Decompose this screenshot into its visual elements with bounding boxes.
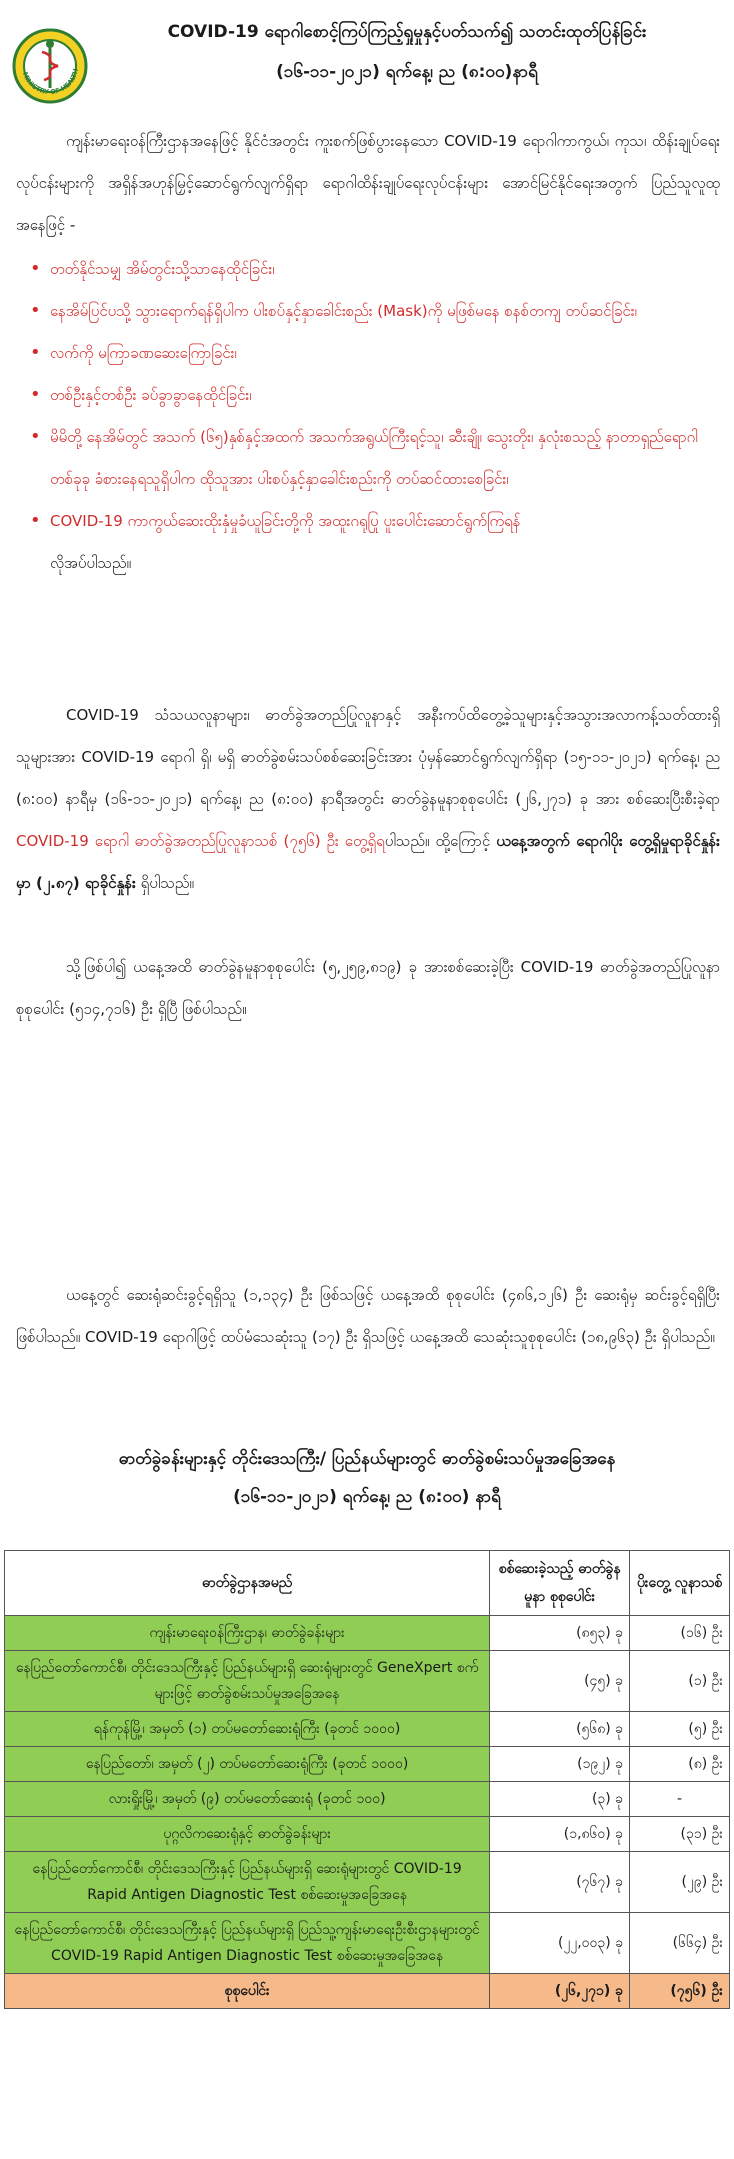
announcement-header (90, 12, 724, 92)
table-title-date: (၁၆-၁၁-၂၀၂၁) ရက်နေ့၊ ည (၈:၀၀) နာရီ (233, 1487, 501, 1507)
discharge-deaths-paragraph: ယနေ့တွင် ဆေးရုံဆင်းခွင့်ရရှိသူ (၁,၁၃၄) ဦး ဖြစ်သဖြင့် ယနေ့အထိ စုစုပေါင်း (၄၈၆,၁၂၆) ဦး ဆေးရုံမှ ဆင်းခွင့်ရရှိပြီး ဖြစ်ပါသည်။ COVID-19 ရောဂါဖြင့် ထပ်မံသေဆုံးသူ (၁၇) ဦး ရှိသဖြင့် ယနေ့အထိ သေဆုံးသူစုစုပေါင်း (၁၈,၉၆၃) ဦး ရှိပါသည်။ (16, 1286, 720, 1346)
announcement-title: COVID-19 ရောဂါစောင့်ကြပ်ကြည့်ရှုမှုနှင့်ပတ်သက်၍ သတင်းထုတ်ပြန်ခြင်း (167, 22, 647, 42)
cumulative-paragraph: သို့ဖြစ်ပါ၍ ယနေ့အထိ ဓာတ်ခွဲနမူနာစုစုပေါင်း (၅,၂၅၉,၈၁၉) ခု အားစစ်ဆေးခဲ့ပြီး COVID-19 ဓာတ်ခွဲအတည်ပြုလူနာ စုစုပေါင်း (၅၁၄,၇၁၆) ဦး ရှိပြီ ဖြစ်ပါသည်။ (16, 958, 720, 1018)
lab-name-cell: ကျန်းမာရေးဝန်ကြီးဌာန၊ ဓာတ်ခွဲခန်းများ (5, 1616, 490, 1651)
lab-testing-table (4, 1550, 730, 2009)
total-cases-cell: (၇၅၆) ဦး (630, 1974, 730, 2009)
intro-paragraph: ကျန်းမာရေးဝန်ကြီးဌာနအနေဖြင့် နိုင်ငံအတွင်း ကူးစက်ဖြစ်ပွားနေသော COVID-19 ရောဂါကာကွယ်၊ ကုသ၊ ထိန်းချုပ်ရေးလုပ်ငန်းများကို အရှိန်အဟုန်မြှင့်ဆောင်ရွက်လျက်ရှိရာ ရောဂါထိန်းချုပ်ရေးလုပ်ငန်းများ အောင်မြင်နိုင်ရေးအတွက် ပြည်သူလူထုအနေဖြင့် - (16, 132, 720, 234)
table-row (5, 1747, 730, 1782)
svg-text:MINISTRY OF HEALTH: MINISTRY OF HEALTH (20, 67, 80, 97)
announcement-date: (၁၆-၁၁-၂၀၂၁) ရက်နေ့၊ ည (၈:၀၀)နာရီ (276, 62, 538, 82)
samples-cell: (၈၅၃) ခု (490, 1616, 630, 1651)
cases-cell: (၆၆၄) ဦး (630, 1913, 730, 1974)
lab-name-cell: လားရှိုးမြို့၊ အမှတ် (၉) တပ်မတော်ဆေးရုံ (ခုတင် ၁၀၀) (5, 1782, 490, 1817)
lab-name-cell: နေပြည်တော်ကောင်စီ၊ တိုင်းဒေသကြီးနှင့် ပြည်နယ်များရှိ ဆေးရုံများတွင် GeneXpert စက်များဖြင့် ဓာတ်ခွဲစမ်းသပ်မှုအခြေအနေ (5, 1651, 490, 1712)
testing-text-2: ပါသည်။ ထို့ကြောင့် (384, 832, 497, 850)
samples-cell: (၁၉၂) ခု (490, 1747, 630, 1782)
testing-text-1: COVID-19 သံသယလူနာများ၊ ဓာတ်ခွဲအတည်ပြုလူနာနှင့် အနီးကပ်ထိတွေ့ခဲ့သူများနှင့်အသွားအလာကန့်သတ်ထားရှိသူများအား COVID-19 ရောဂါ ရှိ၊ မရှိ ဓာတ်ခွဲစမ်းသပ်စစ်ဆေးခြင်းအား ပုံမှန်ဆောင်ရွက်လျက်ရှိရာ (၁၅-၁၁-၂၀၂၁) ရက်နေ့၊ ည (၈:၀၀) နာရီမှ (၁၆-၁၁-၂၀၂၁) ရက်နေ့၊ ည (၈:၀၀) နာရီအတွင်း ဓာတ်ခွဲနမူနာစုစုပေါင်း (၂၆,၂၇၁) ခု အား စစ်ဆေးပြီးစီးခဲ့ရာ (16, 706, 720, 808)
column-header-samples: စစ်ဆေးခဲ့သည့် ဓာတ်ခွဲနမူနာ စုစုပေါင်း (490, 1551, 630, 1616)
samples-cell: (၂၂,၀၀၃) ခု (490, 1913, 630, 1974)
total-label-cell: စုစုပေါင်း (5, 1974, 490, 2009)
table-row (5, 1913, 730, 1974)
column-header-lab: ဓာတ်ခွဲဌာနအမည် (5, 1551, 490, 1616)
precaution-item: • မိမိတို့ နေအိမ်တွင် အသက် (၆၅)နှစ်နှင့်အထက် အသက်အရွယ်ကြီးရင့်သူ၊ ဆီးချို၊ သွေးတိုး၊ နှလုံးစသည့် နာတာရှည်ရောဂါတစ်ခုခု ခံစားနေရသူရှိပါက ထိုသူအား ပါးစပ်နှင့်နှာခေါင်းစည်းကို တပ်ဆင်ထားစေခြင်း၊ (30, 416, 720, 500)
column-header-cases: ပိုးတွေ့ လူနာသစ် (630, 1551, 730, 1616)
lab-name-cell: ရန်ကုန်မြို့၊ အမှတ် (၁) တပ်မတော်ဆေးရုံကြီး (ခုတင် ၁၀၀၀) (5, 1712, 490, 1747)
table-row (5, 1817, 730, 1852)
precaution-item: • တစ်ဦးနှင့်တစ်ဦး ခပ်ခွာခွာနေထိုင်ခြင်း၊ (30, 374, 720, 416)
cases-cell: (၃၁) ဦး (630, 1817, 730, 1852)
table-title (40, 1440, 694, 1516)
precaution-list (30, 248, 720, 584)
table-row (5, 1651, 730, 1712)
cases-cell: (၅) ဦး (630, 1712, 730, 1747)
precaution-item-text: COVID-19 ကာကွယ်ဆေးထိုးနှံမှုခံယူခြင်းတို့ကို အထူးဂရုပြု ပူးပေါင်းဆောင်ရွက်ကြရန် (50, 512, 521, 530)
precaution-list-tail: လိုအပ်ပါသည်။ (50, 554, 132, 572)
ministry-logo (12, 28, 88, 104)
lab-name-cell: နေပြည်တော်ကောင်စီ၊ တိုင်းဒေသကြီးနှင့် ပြည်နယ်များရှိ ပြည်သူ့ကျန်းမာရေးဦးစီးဌာနများတွင် COVID-19 Rapid Antigen Diagnostic Test စစ်ဆေးမှုအခြေအနေ (5, 1913, 490, 1974)
precaution-item: • လက်ကို မကြာခဏဆေးကြောခြင်း၊ (30, 332, 720, 374)
cases-cell: (၁၆) ဦး (630, 1616, 730, 1651)
positivity-rate-highlight: ယနေ့အတွက် ရောဂါပိုး တွေ့ရှိမှုရာခိုင်နှုန်းမှာ (၂.၈၇) ရာခိုင်နှုန်း (16, 832, 720, 892)
precaution-item: • တတ်နိုင်သမျှ အိမ်တွင်းသို့သာနေထိုင်ခြင်း၊ (30, 248, 720, 290)
lab-name-cell: နေပြည်တော်၊ အမှတ် (၂) တပ်မတော်ဆေးရုံကြီး (ခုတင် ၁၀၀၀) (5, 1747, 490, 1782)
table-row (5, 1712, 730, 1747)
lab-name-cell: ပုဂ္ဂလိကဆေးရုံနှင့် ဓာတ်ခွဲခန်းများ (5, 1817, 490, 1852)
table-row (5, 1616, 730, 1651)
testing-paragraph (16, 694, 720, 904)
total-samples-cell: (၂၆,၂၇၁) ခု (490, 1974, 630, 2009)
precaution-item: • နေအိမ်ပြင်ပသို့ သွားရောက်ရန်ရှိပါက ပါးစပ်နှင့်နှာခေါင်းစည်း (Mask)ကို မဖြစ်မနေ စနစ်တကျ တပ်ဆင်ခြင်း၊ (30, 290, 720, 332)
table-header-row (5, 1551, 730, 1616)
samples-cell: (၁,၈၆၀) ခု (490, 1817, 630, 1852)
table-row (5, 1852, 730, 1913)
samples-cell: (၇၆၇) ခု (490, 1852, 630, 1913)
lab-name-cell: နေပြည်တော်ကောင်စီ၊ တိုင်းဒေသကြီးနှင့် ပြည်နယ်များရှိ ဆေးရုံများတွင် COVID-19 Rapid Antigen Diagnostic Test စစ်ဆေးမှုအခြေအနေ (5, 1852, 490, 1913)
precaution-item-last (30, 500, 720, 584)
table-title-line: ဓာတ်ခွဲခန်းများနှင့် တိုင်းဒေသကြီး/ ပြည်နယ်များတွင် ဓာတ်ခွဲစမ်းသပ်မှုအခြေအနေ (118, 1449, 616, 1469)
table-total-row (5, 1974, 730, 2009)
cases-cell: (၈) ဦး (630, 1747, 730, 1782)
samples-cell: (၄၅) ခု (490, 1651, 630, 1712)
new-cases-highlight: COVID-19 ရောဂါ ဓာတ်ခွဲအတည်ပြုလူနာသစ် (၇၅၆) ဦး တွေ့ရှိရ (16, 832, 385, 850)
table-row (5, 1782, 730, 1817)
testing-text-3: ရှိပါသည်။ (135, 874, 194, 892)
cases-cell: (၁) ဦး (630, 1651, 730, 1712)
cases-cell: (၂၉) ဦး (630, 1852, 730, 1913)
samples-cell: (၅၆၈) ခု (490, 1712, 630, 1747)
cases-cell: - (630, 1782, 730, 1817)
samples-cell: (၃) ခု (490, 1782, 630, 1817)
ministry-seal-icon (12, 28, 88, 104)
